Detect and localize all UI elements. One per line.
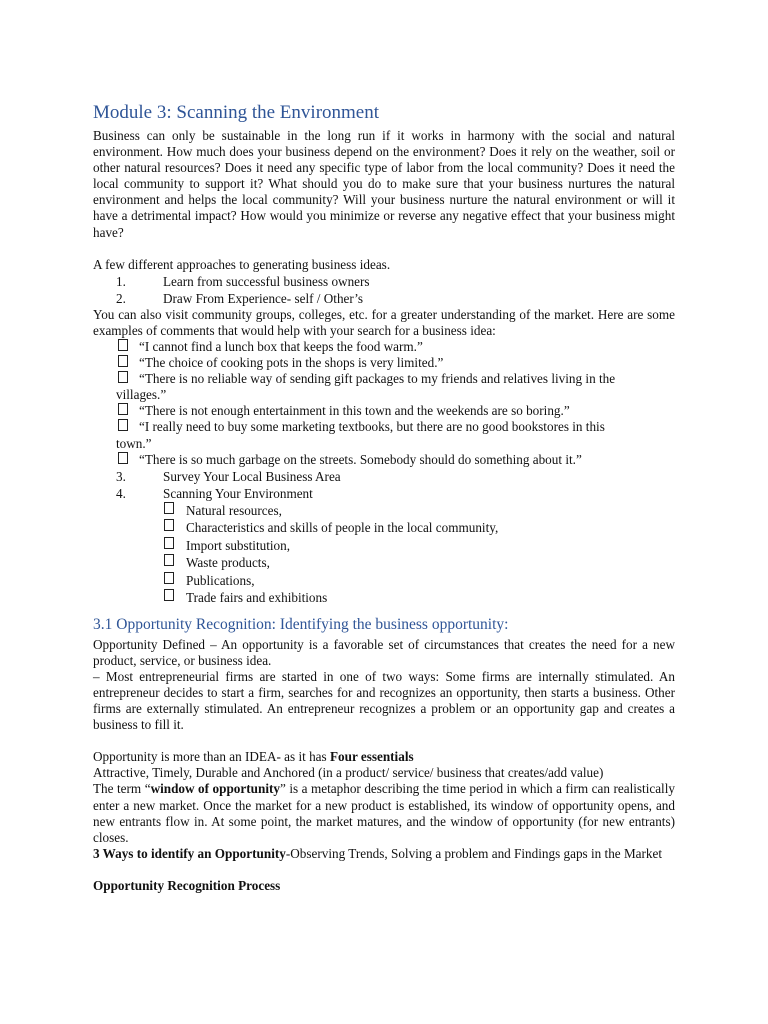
bullet-box-icon (164, 572, 174, 584)
scan-item: Natural resources, (93, 502, 675, 520)
bullet-box-icon (164, 519, 174, 531)
scan-item: Characteristics and skills of people in the local community, (93, 519, 675, 537)
process-heading: Opportunity Recognition Process (93, 877, 281, 893)
approach-item: 3. Survey Your Local Business Area (116, 468, 341, 484)
scan-item: Import substitution, (93, 537, 675, 555)
bullet-box-icon (118, 419, 128, 431)
bullet-box-icon (118, 371, 128, 383)
scan-item: Publications, (93, 572, 675, 590)
comment-item: “The choice of cooking pots in the shops is very limited.” (93, 355, 675, 371)
document-page (93, 100, 675, 894)
module-title: Module 3: Scanning the Environment (93, 102, 380, 123)
comment-item: “I really need to buy some marketing textbooks, but there are no good bookstores in this town.” (116, 419, 605, 451)
three-ways-paragraph: 3 Ways to identify an Opportunity-Observing Trends, Solving a problem and Findings gaps in the Market (93, 845, 663, 861)
comment-item: “There is not enough entertainment in this town and the weekends are so boring.” (93, 403, 675, 419)
comment-item: “I cannot find a lunch box that keeps the food warm.” (93, 339, 675, 355)
approach-item: 1. Learn from successful business owners (116, 273, 370, 289)
essentials-text: Attractive, Timely, Durable and Anchored (in a product/ service/ business that creates/add value) (93, 765, 604, 781)
section-title: 3.1 Opportunity Recognition: Identifying the business opportunity: (93, 615, 509, 633)
comment-item: “There is so much garbage on the streets. Somebody should do something about it.” (93, 452, 675, 468)
opportunity-started: – Most entrepreneurial firms are started in one of two ways: Some firms are internally stimulated. An entrepreneur decides to start a firm, searches for and recognizes an opportunity, then starts a business. Other firms are externally stimulated. An entrepreneur recognizes a problem or an opportunity gap and creates a business to fill it. (93, 668, 675, 733)
bullet-box-icon (164, 589, 174, 601)
scan-item: Trade fairs and exhibitions (93, 589, 675, 607)
visit-paragraph: You can also visit community groups, colleges, etc. for a greater understanding of the market. Here are some examples of comments that would help with your search for a business idea: (93, 306, 675, 338)
bullet-box-icon (118, 452, 128, 464)
bullet-box-icon (164, 554, 174, 566)
comment-item: “There is no reliable way of sending gift packages to my friends and relatives living in the villages.” (116, 371, 616, 403)
bullet-box-icon (164, 502, 174, 514)
approach-item: 4. Scanning Your Environment (116, 485, 313, 501)
approach-item: 2. Draw From Experience- self / Other’s (116, 290, 364, 306)
more-than-idea: Opportunity is more than an IDEA- as it has Four essentials (93, 749, 414, 765)
bullet-box-icon (118, 339, 128, 351)
approaches-intro: A few different approaches to generating business ideas. (93, 256, 391, 272)
scan-item: Waste products, (93, 554, 675, 572)
bullet-box-icon (164, 537, 174, 549)
window-paragraph: The term “window of opportunity” is a metaphor describing the time period in which a firm can realistically enter a new market. Once the market for a new product is established, its window of opportunity opens, and new entrants flow in. At some point, the market matures, and the window of opportunity (for new entrants) closes. (93, 781, 675, 845)
intro-paragraph: Business can only be sustainable in the long run if it works in harmony with the social and natural environment. How much does your business depend on the environment? Does it rely on the weather, soil or other natural resources? Does it need any specific type of labor from the local community? Does it need the local community to support it? What should you do to make sure that your business nurtures the natural environment and helps the local community? Will your business nurture the natural environment or will it have a detrimental impact? How would you minimize or reverse any negative effect that your business might have? (93, 128, 675, 240)
opportunity-defined: Opportunity Defined – An opportunity is a favorable set of circumstances that creates the need for a new product, service, or business idea. (93, 636, 675, 668)
bullet-box-icon (118, 403, 128, 415)
bullet-box-icon (118, 355, 128, 367)
